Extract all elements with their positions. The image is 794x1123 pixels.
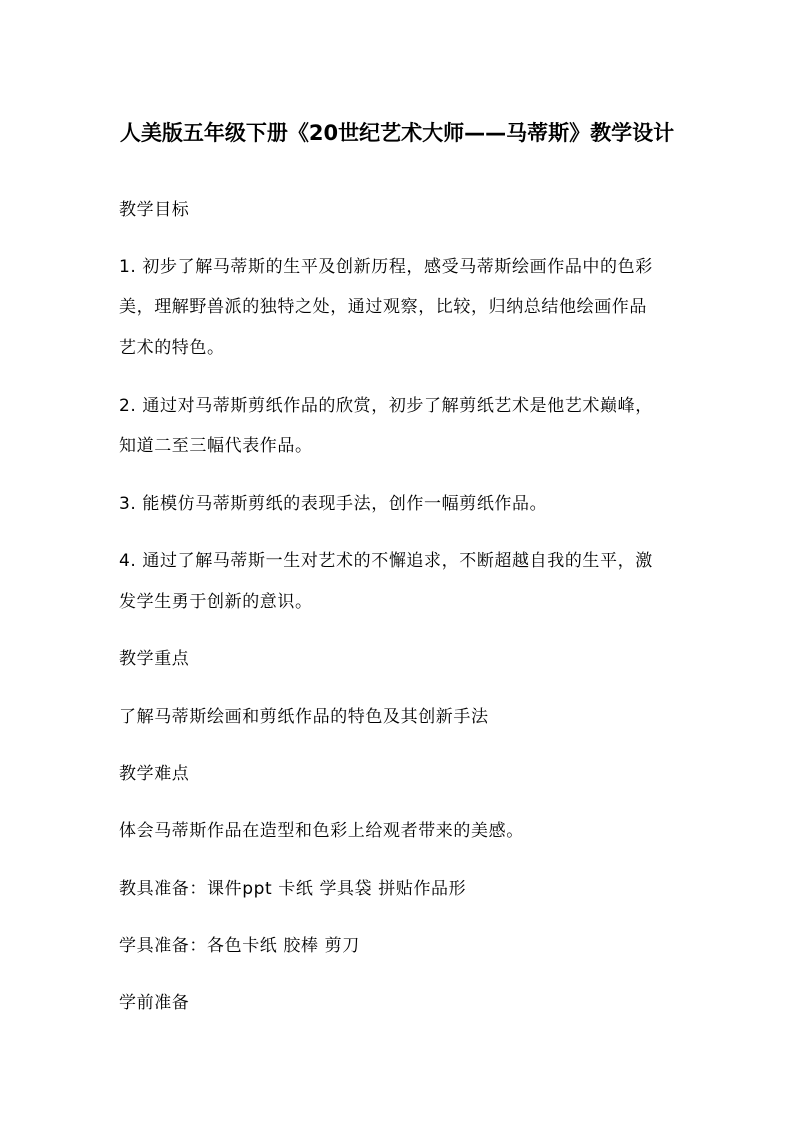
goal-2-line-1: 2. 通过对马蒂斯剪纸作品的欣赏，初步了解剪纸艺术是他艺术巅峰， xyxy=(119,396,653,416)
goal-4-line-2: 发学生勇于创新的意识。 xyxy=(119,592,313,612)
key-points-text: 了解马蒂斯绘画和剪纸作品的特色及其创新手法 xyxy=(119,707,489,727)
student-materials: 学具准备：各色卡纸 胶棒 剪刀 xyxy=(119,936,360,956)
heading-teaching-goals: 教学目标 xyxy=(119,200,190,220)
goal-1-line-3: 艺术的特色。 xyxy=(119,338,225,358)
goal-4-line-1: 4. 通过了解马蒂斯一生对艺术的不懈追求，不断超越自我的生平，激 xyxy=(119,551,653,571)
heading-difficulties: 教学难点 xyxy=(119,764,190,784)
heading-key-points: 教学重点 xyxy=(119,649,190,669)
goal-1-line-1: 1. 初步了解马蒂斯的生平及创新历程，感受马蒂斯绘画作品中的色彩 xyxy=(119,257,653,277)
teacher-materials: 教具准备：课件ppt 卡纸 学具袋 拼贴作品形 xyxy=(119,879,467,899)
heading-pre-class-preparation: 学前准备 xyxy=(119,993,190,1013)
difficulties-text: 体会马蒂斯作品在造型和色彩上给观者带来的美感。 xyxy=(119,821,524,841)
goal-2-line-2: 知道二至三幅代表作品。 xyxy=(119,436,313,456)
goal-1-line-2: 美，理解野兽派的独特之处，通过观察，比较，归纳总结他绘画作品 xyxy=(119,297,647,317)
document-title: 人美版五年级下册《20世纪艺术大师——马蒂斯》教学设计 xyxy=(119,121,675,145)
goal-3-line-1: 3. 能模仿马蒂斯剪纸的表现手法，创作一幅剪纸作品。 xyxy=(119,494,548,514)
